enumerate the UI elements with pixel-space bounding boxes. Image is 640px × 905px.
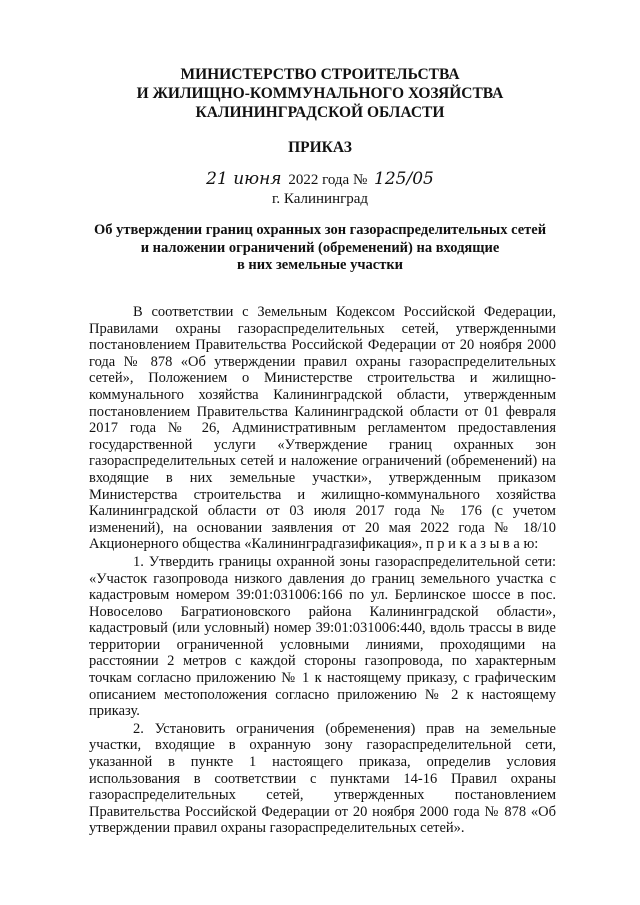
paragraph-preamble: В соответствии с Земельным Кодексом Российской Федерации, Правилами охраны газораспределительных сетей, утвержденными постановлением Правительства Российской Федерации от 20 ноября 2000 года № 878 «Об утверждении правил охраны газораспределительных сетей», Положением о Министерстве строительства и жилищно-коммунального хозяйства Калининградской области, утвержденным постановлением Правительства Калининградской области от 01 февраля 2017 года № 26, Административным регламентом предоставления государственной услуги «Утверждение границ охранных зон газораспределительных сетей и наложение ограничений (обременений) на входящие в них земельные участки», утвержденным приказом Министерства строительства и жилищно-коммунального хозяйства Калининградской области от 03 июля 2017 года № 176 (с учетом изменений), на основании заявления от 20 мая 2022 года № 18/10 Акционерного общества «Калининградгазификация», п р и к а з ы в а ю: [89, 304, 556, 553]
ministry-header-line-2: И ЖИЛИЩНО-КОММУНАЛЬНОГО ХОЗЯЙСТВА [136, 85, 504, 102]
ministry-header [0, 65, 640, 122]
document-dateline [0, 170, 640, 209]
subject-line-1: Об утверждении границ охранных зон газораспределительных сетей [93, 222, 547, 238]
document-title: ПРИКАЗ [288, 139, 352, 156]
year-text: 2022 года № [288, 172, 368, 188]
paragraph-item-1: 1. Утвердить границы охранной зоны газораспределительной сети: «Участок газопровода низкого давления до границ земельного участка с кадастровым номером 39:01:031006:166 по ул. Берлинское шоссе в пос. Новоселово Багратионовского района Калининградской области», кадастровый (или условный) номер 39:01:031006:440, вдоль трассы в виде территории ограниченной условными линиями, проходящими на расстоянии 2 метров с каждой стороны газопровода, по характерным точкам согласно приложению № 1 к настоящему приказу, с графическим описанием местоположения согласно приложению № 2 к настоящему приказу. [89, 553, 556, 720]
subject-line-3: в них земельные участки [236, 257, 404, 273]
ministry-header-line-3: КАЛИНИНГРАДСКОЙ ОБЛАСТИ [195, 104, 445, 121]
city: г. Калининград [271, 191, 369, 207]
document-body [89, 304, 556, 837]
handwritten-number: 125/05 [374, 169, 434, 189]
ministry-header-line-1: МИНИСТЕРСТВО СТРОИТЕЛЬСТВА [180, 66, 460, 83]
handwritten-date: 21 июня [206, 169, 282, 189]
document-subject [0, 222, 640, 275]
paragraph-item-2: 2. Установить ограничения (обременения) прав на земельные участки, входящие в охранную зону газораспределительной сети, указанной в пункте 1 настоящего приказа, определив условия использования в соответствии с пунктами 14-16 Правил охраны газораспределительных сетей, утвержденных постановлением Правительства Российской Федерации от 20 ноября 2000 года № 878 «Об утверждении правил охраны газораспределительных сетей». [89, 720, 556, 837]
subject-line-2: и наложении ограничений (обременений) на входящие [140, 239, 500, 256]
